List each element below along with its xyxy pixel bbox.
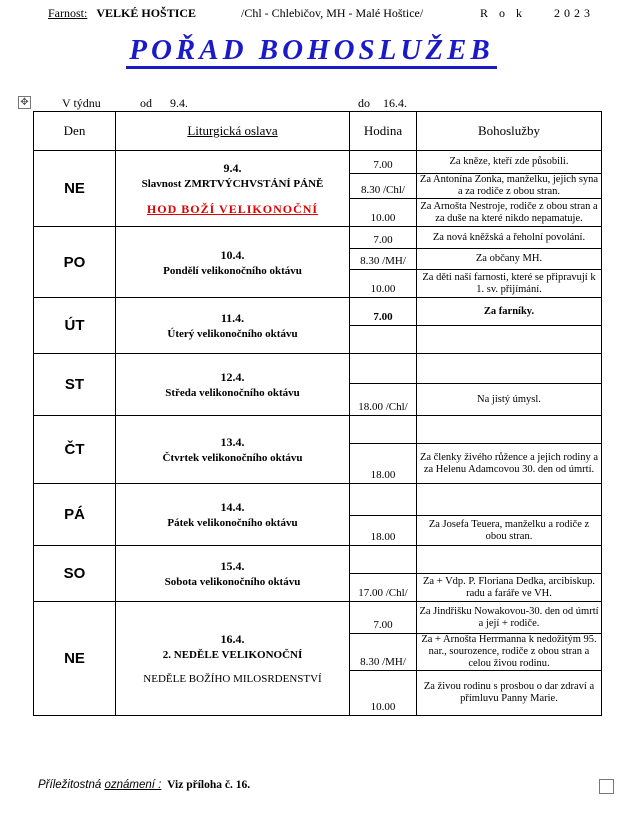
time-cell: 18.00 /Chl/: [350, 384, 417, 416]
time-cell: 10.00: [350, 671, 417, 716]
service-cell: Za živou rodinu s prosbou o dar zdraví a přímluvu Panny Marie.: [417, 671, 602, 716]
week-from: 9.4.: [170, 96, 188, 110]
celebration-name: Pondělí velikonočního oktávu: [163, 264, 302, 277]
celebration-name: Středa velikonočního oktávu: [165, 387, 300, 399]
service-cell: [417, 484, 602, 516]
celebration-subtitle: NEDĚLE BOŽÍHO MILOSRDENSTVÍ: [143, 673, 322, 685]
celebration-name: Slavnost ZMRTVÝCHVSTÁNÍ PÁNĚ: [141, 177, 324, 190]
table-row: [34, 298, 602, 326]
time-cell: 10.00: [350, 199, 417, 227]
day-name: PÁ: [34, 484, 116, 546]
service-cell: Za Jindřišku Nowakovou-30. den od úmrtí a její + rodiče.: [417, 602, 602, 634]
day-name: SO: [34, 546, 116, 602]
celebration-cell: [116, 484, 350, 546]
time-cell: 8.30 /MH/: [350, 249, 417, 270]
celebration-date: 14.4.: [220, 500, 245, 514]
celebration-cell: [116, 151, 350, 227]
footer-label: Příležitostná oznámení :: [38, 779, 162, 791]
celebration-name: Sobota velikonočního oktávu: [164, 576, 301, 588]
places-legend: /Chl - Chlebičov, MH - Malé Hoštice/: [241, 6, 424, 20]
time-cell: [350, 416, 417, 444]
table-row: [34, 227, 602, 249]
table-row: [34, 484, 602, 516]
col-header-celebration: Liturgická oslava: [116, 112, 350, 151]
service-cell: Za Arnošta Nestroje, rodiče z obou stran a za duše na které nikdo nepamatuje.: [417, 199, 602, 227]
service-cell: Za děti naší farnosti, které se připravují k 1. sv. přijímání.: [417, 270, 602, 298]
footer-notice: [38, 779, 250, 791]
table-move-handle-icon[interactable]: ✥: [18, 96, 31, 109]
col-header-services: Bohoslužby: [417, 112, 602, 151]
time-cell: 8.30 /MH/: [350, 634, 417, 671]
celebration-date: 15.4.: [220, 559, 245, 573]
celebration-date: 16.4.: [220, 632, 245, 646]
time-cell: [350, 484, 417, 516]
schedule-table: [33, 111, 602, 716]
celebration-note: HOD BOŽÍ VELIKONOČNÍ: [146, 201, 319, 216]
year-label: R o k: [480, 6, 527, 20]
celebration-cell: [116, 416, 350, 484]
service-cell: Na jistý úmysl.: [417, 384, 602, 416]
table-resize-handle-icon[interactable]: [599, 779, 614, 794]
year-block: [480, 6, 594, 21]
celebration-cell: [116, 227, 350, 298]
celebration-name: Úterý velikonočního oktávu: [167, 328, 298, 340]
service-cell: Za občany MH.: [417, 249, 602, 270]
time-cell: 17.00 /Chl/: [350, 574, 417, 602]
time-cell: [350, 326, 417, 354]
day-name: NE: [34, 151, 116, 227]
celebration-cell: [116, 298, 350, 354]
celebration-name: Čtvrtek velikonočního oktávu: [162, 452, 303, 464]
week-from-label: od: [140, 96, 152, 110]
time-cell: 7.00: [350, 602, 417, 634]
table-header-row: [34, 112, 602, 151]
col-header-day: Den: [34, 112, 116, 151]
service-cell: Za členky živého růžence a jejich rodiny a za Helenu Adamcovou 30. den od úmrtí.: [417, 444, 602, 484]
parish-name: VELKÉ HOŠTICE: [96, 6, 197, 20]
parish-label: Farnost:: [48, 6, 88, 20]
celebration-date: 12.4.: [220, 370, 245, 384]
celebration-date: 11.4.: [220, 311, 245, 325]
service-cell: Za nová kněžská a řeholní povolání.: [417, 227, 602, 249]
week-to-label: do: [358, 96, 370, 110]
table-row: [34, 546, 602, 574]
celebration-date: 10.4.: [220, 247, 245, 262]
service-cell: [417, 546, 602, 574]
day-name: ČT: [34, 416, 116, 484]
celebration-date: 9.4.: [223, 160, 242, 175]
celebration-cell: [116, 602, 350, 716]
time-cell: [350, 546, 417, 574]
week-to: 16.4.: [383, 96, 407, 110]
col-header-time: Hodina: [350, 112, 417, 151]
service-cell: [417, 326, 602, 354]
service-cell: Za + Arnošta Herrmanna k nedožitým 95. nar., sourozence, rodiče z obou stran a celou živou rodinu.: [417, 634, 602, 671]
celebration-date: 13.4.: [220, 435, 245, 449]
service-cell: Za + Vdp. P. Floriana Dedka, arcibiskup. radu a faráře ve VH.: [417, 574, 602, 602]
day-name: PO: [34, 227, 116, 298]
day-name: ST: [34, 354, 116, 416]
time-cell: 18.00: [350, 444, 417, 484]
service-cell: [417, 416, 602, 444]
footer-text: Viz příloha č. 16.: [167, 779, 251, 791]
table-row: [34, 151, 602, 174]
celebration-cell: [116, 546, 350, 602]
time-cell: 7.00: [350, 151, 417, 174]
time-cell: 18.00: [350, 516, 417, 546]
table-row: [34, 354, 602, 384]
table-row: [34, 602, 602, 634]
time-cell: 7.00: [350, 227, 417, 249]
time-cell: 8.30 /Chl/: [350, 174, 417, 199]
time-cell: [350, 354, 417, 384]
celebration-name: 2. NEDĚLE VELIKONOČNÍ: [162, 649, 303, 661]
week-label: V týdnu: [62, 96, 101, 110]
year-value: 2023: [554, 6, 595, 20]
day-name: ÚT: [34, 298, 116, 354]
service-cell: Za Antonína Zonka, manželku, jejich syna a za rodiče z obou stran.: [417, 174, 602, 199]
table-row: [34, 416, 602, 444]
time-cell: 7.00: [350, 298, 417, 326]
header: [48, 6, 595, 21]
service-cell: Za kněze, kteří zde působili.: [417, 151, 602, 174]
service-cell: [417, 354, 602, 384]
service-cell: Za Josefa Teuera, manželku a rodiče z obou stran.: [417, 516, 602, 546]
time-cell: 10.00: [350, 270, 417, 298]
page-title: POŘAD BOHOSLUŽEB: [0, 34, 623, 67]
service-cell: Za farníky.: [417, 298, 602, 326]
day-name: NE: [34, 602, 116, 716]
celebration-name: Pátek velikonočního oktávu: [167, 517, 298, 529]
celebration-cell: [116, 354, 350, 416]
